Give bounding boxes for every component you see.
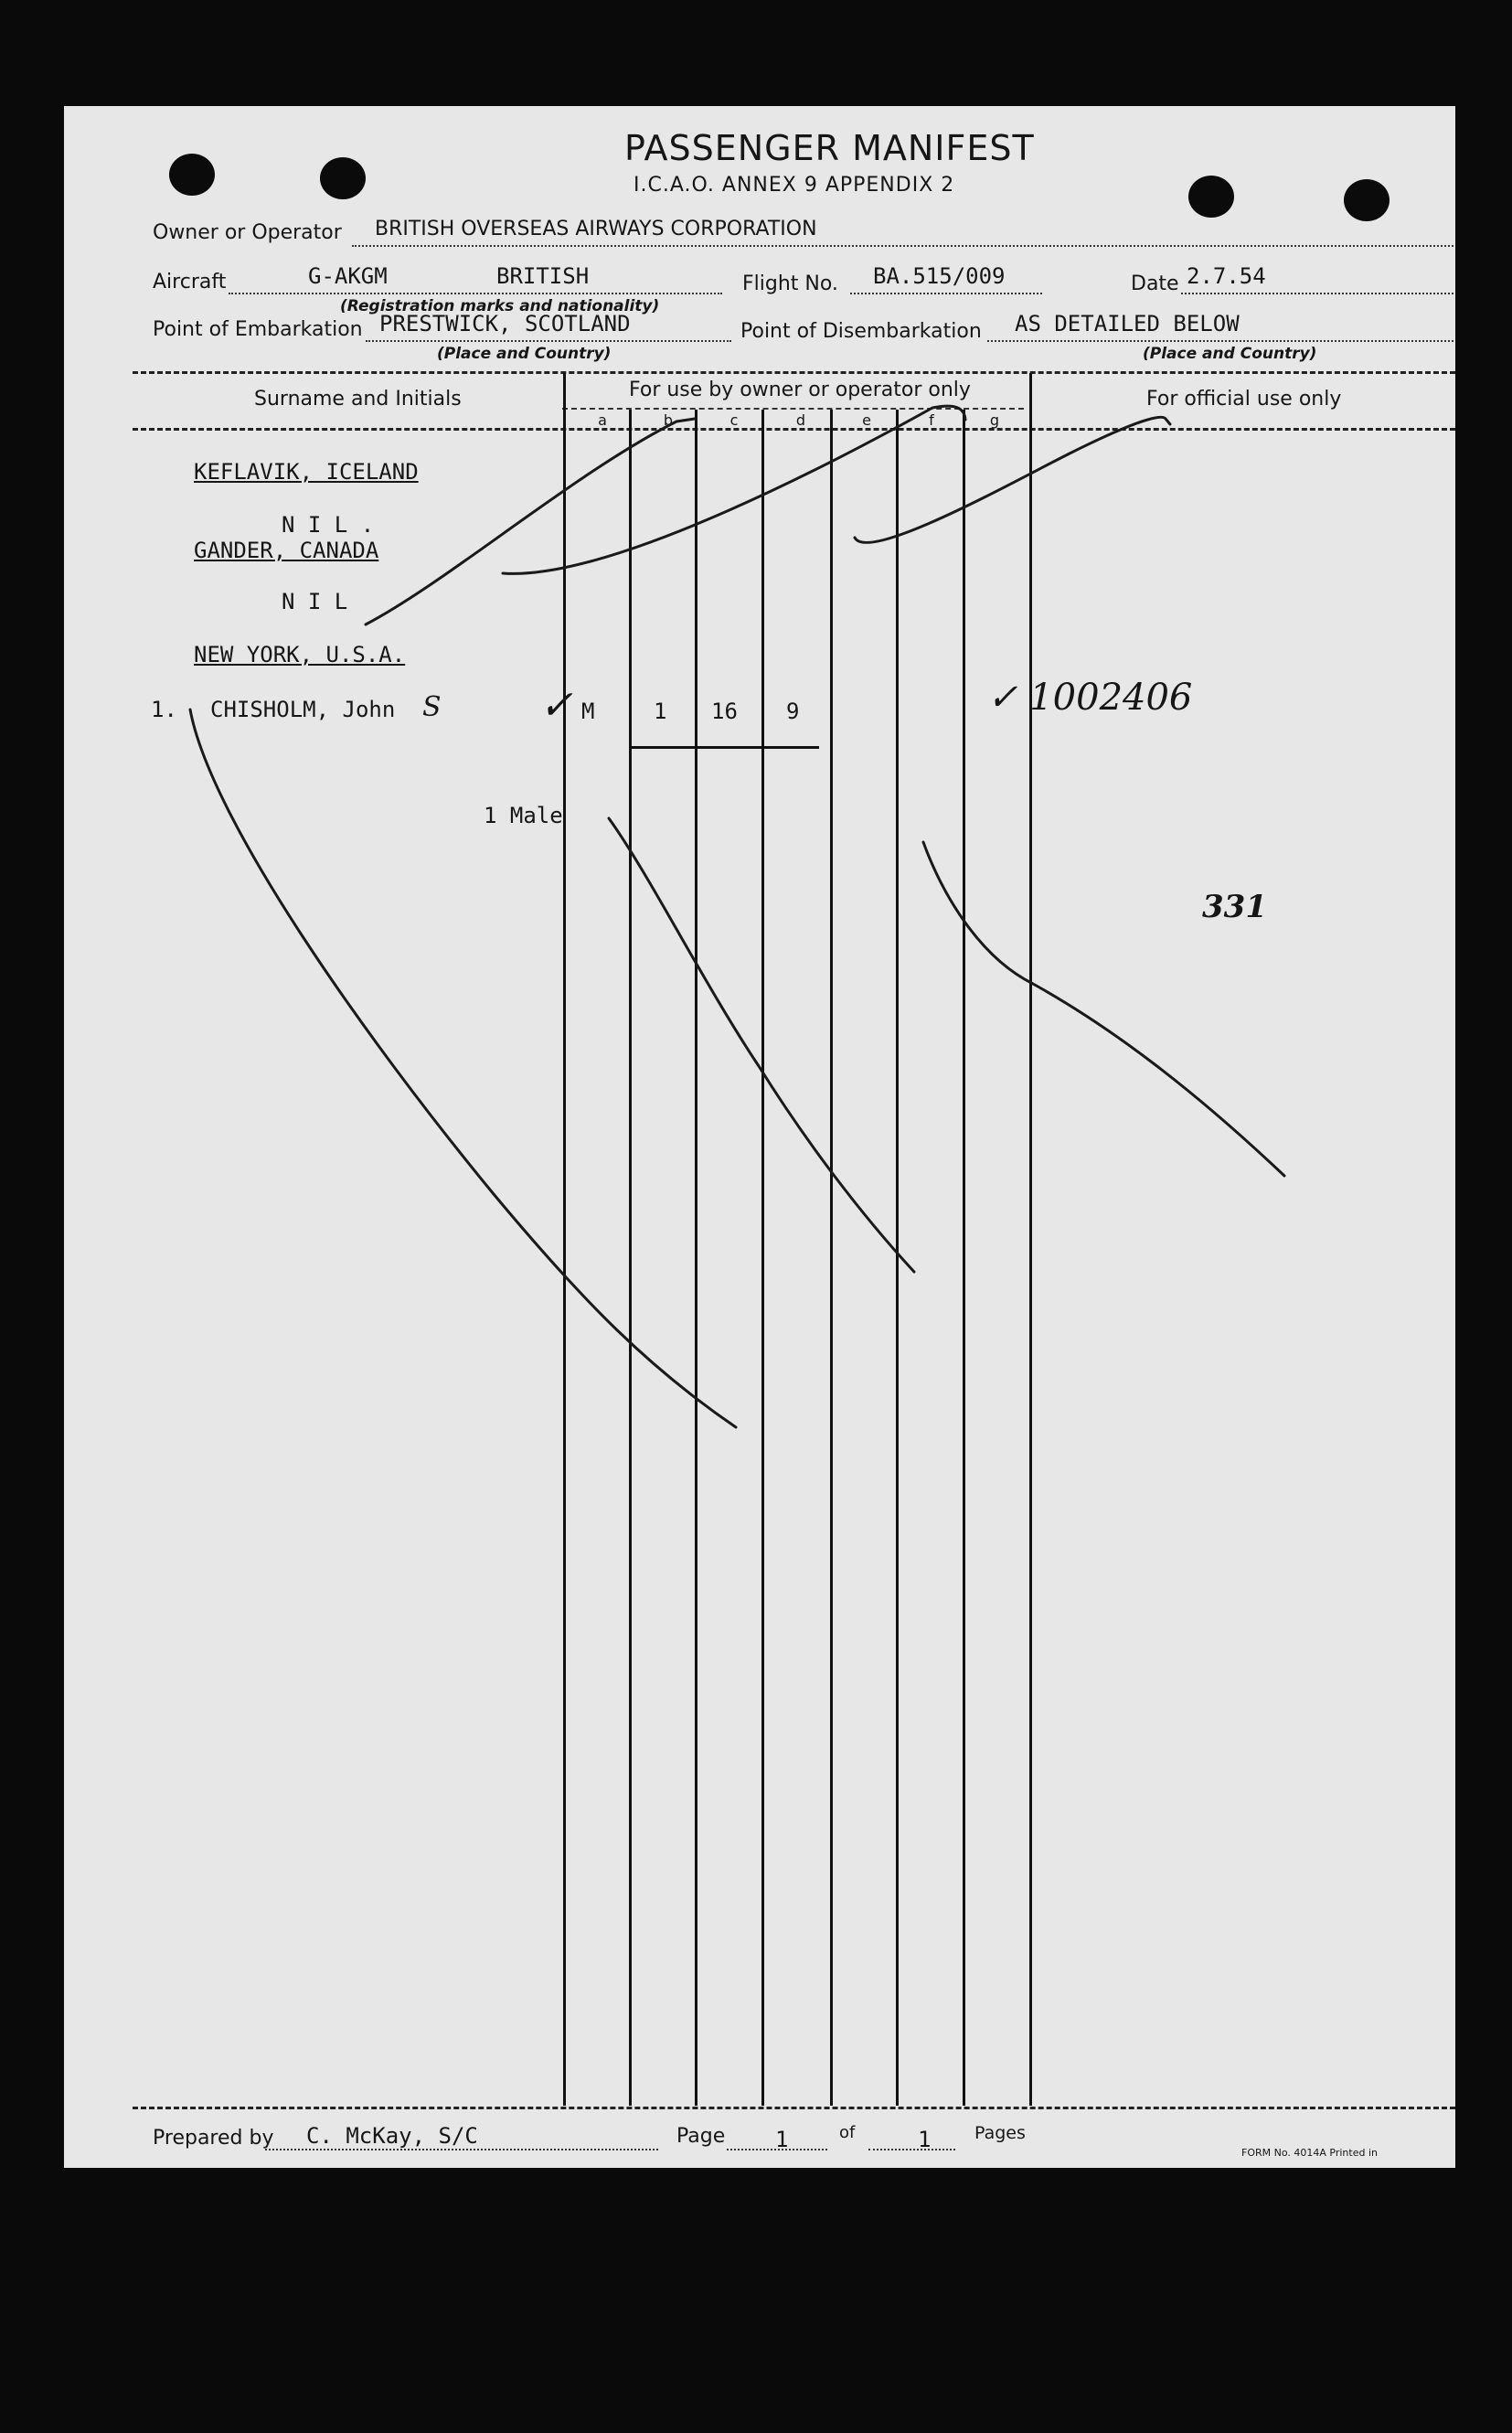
page-value: 1 (775, 2127, 789, 2152)
stop-gander: GANDER, CANADA (194, 538, 379, 563)
of-label: of (839, 2123, 856, 2142)
aircraft-registration: G-AKGM (308, 263, 388, 289)
page-line (727, 2149, 827, 2150)
pen-stroke (503, 406, 965, 573)
cell-b: 1 (654, 699, 667, 724)
aircraft-label: Aircraft (153, 271, 227, 293)
pen-strokes (64, 106, 1455, 2168)
stop-new-york: NEW YORK, U.S.A. (194, 642, 406, 667)
row-number: 1. (151, 697, 177, 722)
passenger-name-mark: S (422, 691, 442, 723)
sub-col-f: f (929, 411, 934, 429)
pen-stroke (923, 842, 1284, 1176)
flight-label: Flight No. (742, 272, 838, 295)
column-header-owner-use: For use by owner or operator only (629, 379, 971, 401)
stop-keflavik-nil: N I L . (282, 512, 375, 538)
flight-value: BA.515/009 (873, 263, 1006, 289)
column-header-official: For official use only (1146, 388, 1342, 411)
disembarkation-value: AS DETAILED BELOW (1015, 311, 1240, 336)
cell-d: 9 (786, 699, 800, 724)
sub-col-b: b (663, 411, 674, 429)
cell-c: 16 (711, 699, 738, 724)
pages-value: 1 (918, 2127, 932, 2152)
page-label: Page (676, 2125, 726, 2148)
date-value: 2.7.54 (1187, 263, 1266, 289)
disembarkation-caption: (Place and Country) (1143, 345, 1317, 363)
document-title: PASSENGER MANIFEST (624, 128, 1035, 168)
manifest-sheet (64, 106, 1455, 2168)
column-header-surname: Surname and Initials (254, 388, 462, 411)
pages-label: Pages (974, 2123, 1026, 2143)
prepared-by-value: C. McKay, S/C (306, 2123, 478, 2149)
pen-stroke (609, 818, 914, 1272)
aircraft-caption: (Registration marks and nationality) (340, 297, 660, 315)
prepared-by-label: Prepared by (153, 2127, 274, 2150)
form-number: FORM No. 4014A Printed in (1241, 2147, 1378, 2159)
aircraft-nationality: BRITISH (496, 263, 590, 289)
cell-a-sex: M (581, 699, 595, 724)
owner-label: Owner or Operator (153, 221, 342, 244)
official-stamp-number: 331 (1202, 889, 1267, 925)
pen-stroke (366, 419, 695, 624)
embarkation-label: Point of Embarkation (153, 318, 363, 341)
check-mark: ✓ (539, 682, 573, 729)
footer-rule (133, 2107, 1455, 2109)
owner-value: BRITISH OVERSEAS AIRWAYS CORPORATION (375, 218, 817, 240)
stop-gander-nil: N I L (282, 589, 348, 614)
sub-col-e: e (862, 411, 871, 429)
passenger-summary: 1 Male (484, 803, 563, 828)
date-label: Date (1131, 272, 1179, 295)
embarkation-caption: (Place and Country) (437, 345, 612, 363)
disembarkation-label: Point of Disembarkation (740, 320, 982, 343)
sub-col-a: a (598, 411, 607, 429)
passenger-name: CHISHOLM, John (210, 697, 396, 722)
stop-keflavik: KEFLAVIK, ICELAND (194, 459, 419, 485)
sub-col-d: d (795, 411, 806, 429)
embarkation-value: PRESTWICK, SCOTLAND (379, 311, 631, 336)
document-subtitle: I.C.A.O. ANNEX 9 APPENDIX 2 (634, 174, 955, 197)
sub-col-g: g (989, 411, 1000, 429)
pen-stroke (190, 710, 736, 1427)
sub-col-c: c (729, 411, 739, 429)
official-reference: ✓ 1002406 (987, 677, 1193, 719)
prepared-by-line (265, 2149, 658, 2150)
pen-stroke (855, 417, 1170, 542)
pages-line (868, 2149, 955, 2150)
